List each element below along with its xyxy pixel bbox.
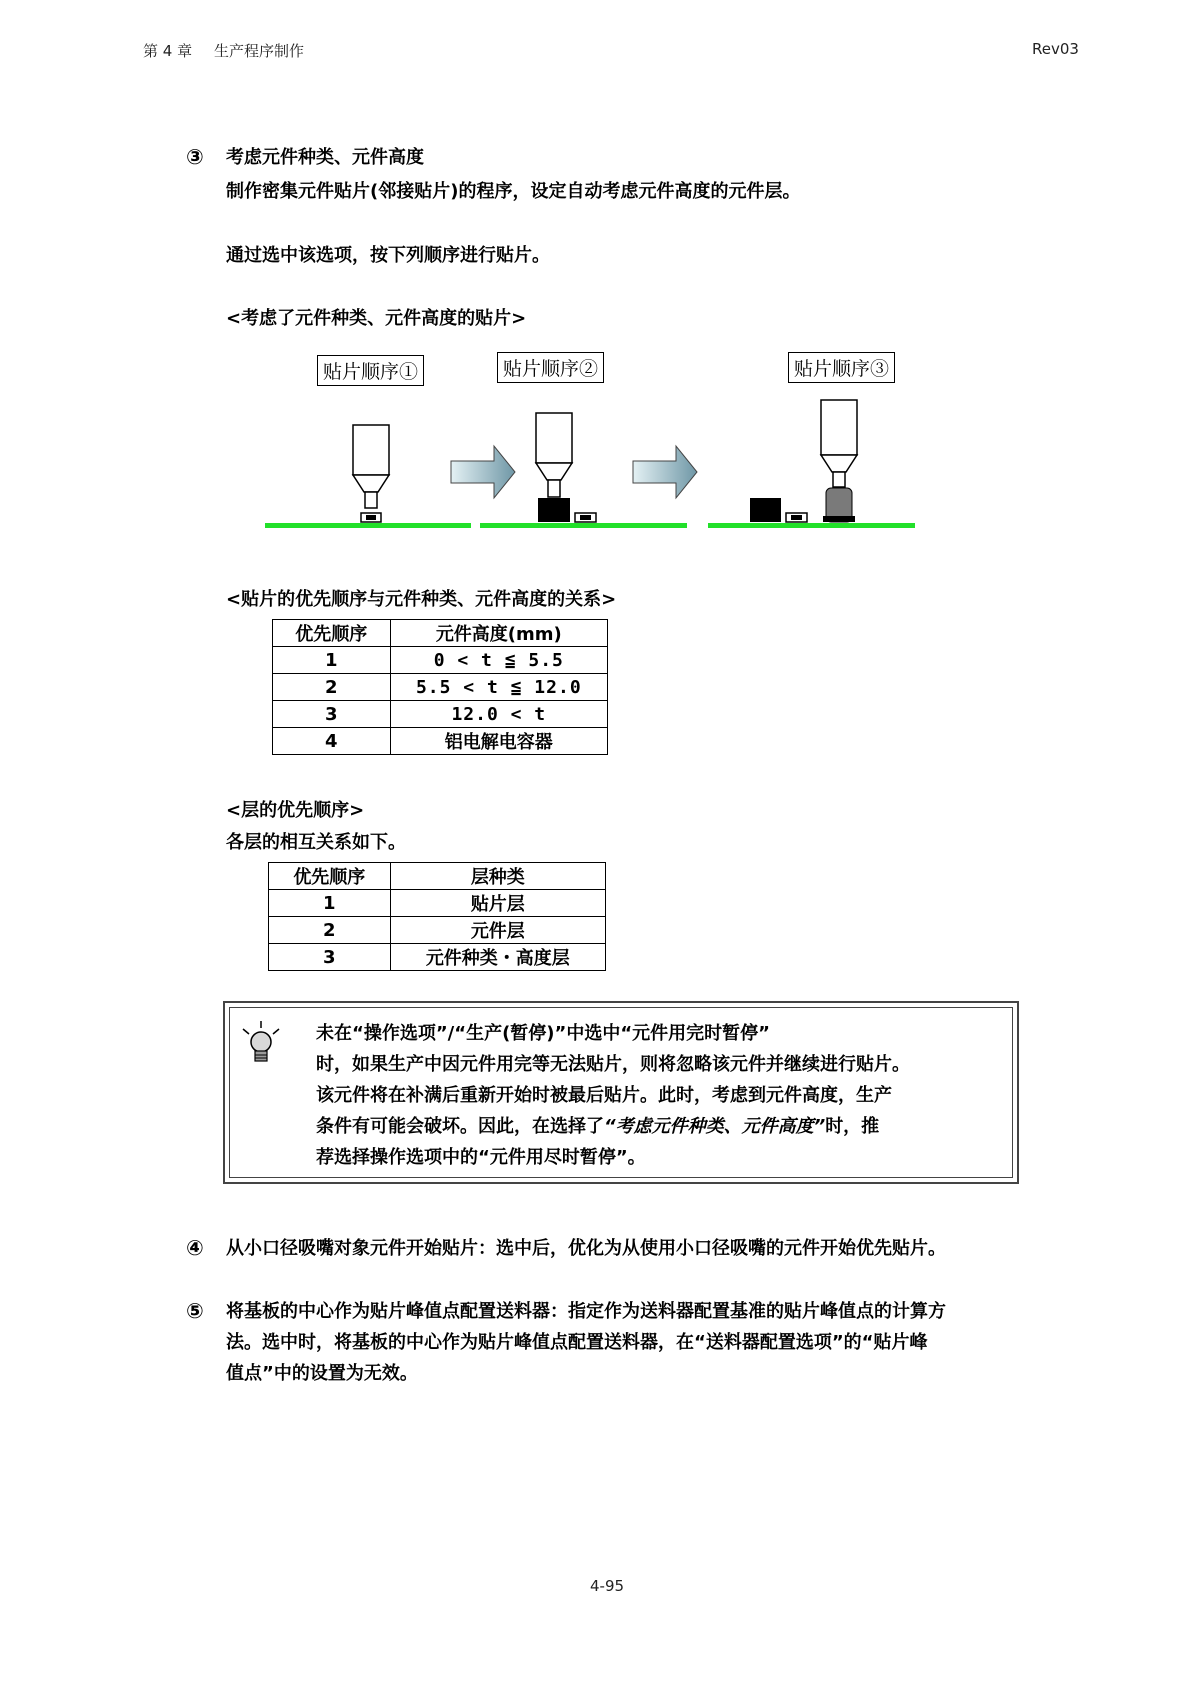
table-cell: 元件层 <box>390 917 605 944</box>
board-2 <box>480 523 687 528</box>
table-row <box>269 890 606 917</box>
chapter-number: 第 4 章 <box>143 42 193 60</box>
column-header: 优先顺序 <box>273 620 391 647</box>
section5-line-1: 将基板的中心作为贴片峰值点配置送料器：指定作为送料器配置基准的贴片峰值点的计算方 <box>226 1301 946 1322</box>
note-line-3: 该元件将在补满后重新开始时被最后贴片。此时，考虑到元件高度，生产 <box>316 1085 892 1106</box>
table-cell: 4 <box>273 728 391 755</box>
table-header-row <box>273 620 608 647</box>
note-line-5: 荐选择操作选项中的“元件用尽时暂停”。 <box>316 1147 646 1168</box>
nozzle-2 <box>536 413 572 497</box>
table-cell: 3 <box>269 944 391 971</box>
section5-marker: ⑤ <box>186 1299 204 1323</box>
table-header-row <box>269 863 606 890</box>
tip-note-box <box>223 1001 1019 1184</box>
layer-table-intro: 各层的相互关系如下。 <box>226 832 406 853</box>
table-row <box>273 701 608 728</box>
table-cell: 1 <box>269 890 391 917</box>
column-header: 层种类 <box>390 863 605 890</box>
section3-description-2: 通过选中该选项，按下列顺序进行贴片。 <box>226 245 550 266</box>
table-row <box>269 944 606 971</box>
column-header: 元件高度(mm) <box>390 620 607 647</box>
column-header: 优先顺序 <box>269 863 391 890</box>
note-emphasis: “考虑元件种类、元件高度” <box>604 1116 826 1137</box>
nozzle-3 <box>821 400 857 487</box>
layer-priority-table <box>268 862 606 971</box>
step-label-1: 贴片顺序① <box>317 355 424 386</box>
layer-table-caption: <层的优先顺序> <box>226 800 365 821</box>
lightbulb-icon <box>238 1020 284 1064</box>
section5-line-3: 值点”中的设置为无效。 <box>226 1363 418 1384</box>
table-cell: 元件种类・高度层 <box>390 944 605 971</box>
board-1 <box>265 523 471 528</box>
nozzle-1 <box>353 425 389 522</box>
page-number: 4-95 <box>590 1577 625 1595</box>
table-cell: 2 <box>273 674 391 701</box>
section5-line-2: 法。选中时，将基板的中心作为贴片峰值点配置送料器，在“送料器配置选项”的“贴片峰 <box>226 1332 928 1353</box>
section3-marker: ③ <box>186 145 204 169</box>
board-3 <box>708 523 915 528</box>
note-line-4: 条件有可能会破坏。因此，在选择了“考虑元件种类、元件高度”时，推 <box>316 1116 880 1137</box>
section3-description: 制作密集元件贴片(邻接贴片)的程序，设定自动考虑元件高度的元件层。 <box>226 181 801 202</box>
step-label-2: 贴片顺序② <box>497 352 604 383</box>
table-cell: 铝电解电容器 <box>390 728 607 755</box>
note-line-1: 未在“操作选项”/“生产(暂停)”中选中“元件用完时暂停” <box>316 1023 771 1044</box>
section3-title: 考虑元件种类、元件高度 <box>226 147 424 168</box>
tall-component <box>538 498 570 522</box>
table-cell: 0 < t ≦ 5.5 <box>390 647 607 674</box>
table-cell: 5.5 < t ≦ 12.0 <box>390 674 607 701</box>
note-line-2: 时，如果生产中因元件用完等无法贴片，则将忽略该元件并继续进行贴片。 <box>316 1054 910 1075</box>
table-cell: 3 <box>273 701 391 728</box>
table-row <box>269 917 606 944</box>
table-row <box>273 728 608 755</box>
table-cell: 1 <box>273 647 391 674</box>
arrow-right-icon <box>633 446 697 498</box>
section4-text: 从小口径吸嘴对象元件开始贴片：选中后，优化为从使用小口径吸嘴的元件开始优先贴片。 <box>226 1238 946 1259</box>
step-label-3: 贴片顺序③ <box>788 352 895 383</box>
table-cell: 贴片层 <box>390 890 605 917</box>
arrow-right-icon <box>451 446 515 498</box>
chapter-title: 生产程序制作 <box>214 42 305 60</box>
priority-table-caption: <贴片的优先顺序与元件种类、元件高度的关系> <box>226 589 617 610</box>
revision-label: Rev03 <box>1032 40 1079 58</box>
section4-marker: ④ <box>186 1236 204 1260</box>
priority-height-table <box>272 619 608 755</box>
table-row <box>273 647 608 674</box>
table-row <box>273 674 608 701</box>
table-cell: 2 <box>269 917 391 944</box>
table-cell: 12.0 < t <box>390 701 607 728</box>
diagram-caption: <考虑了元件种类、元件高度的贴片> <box>226 308 527 329</box>
